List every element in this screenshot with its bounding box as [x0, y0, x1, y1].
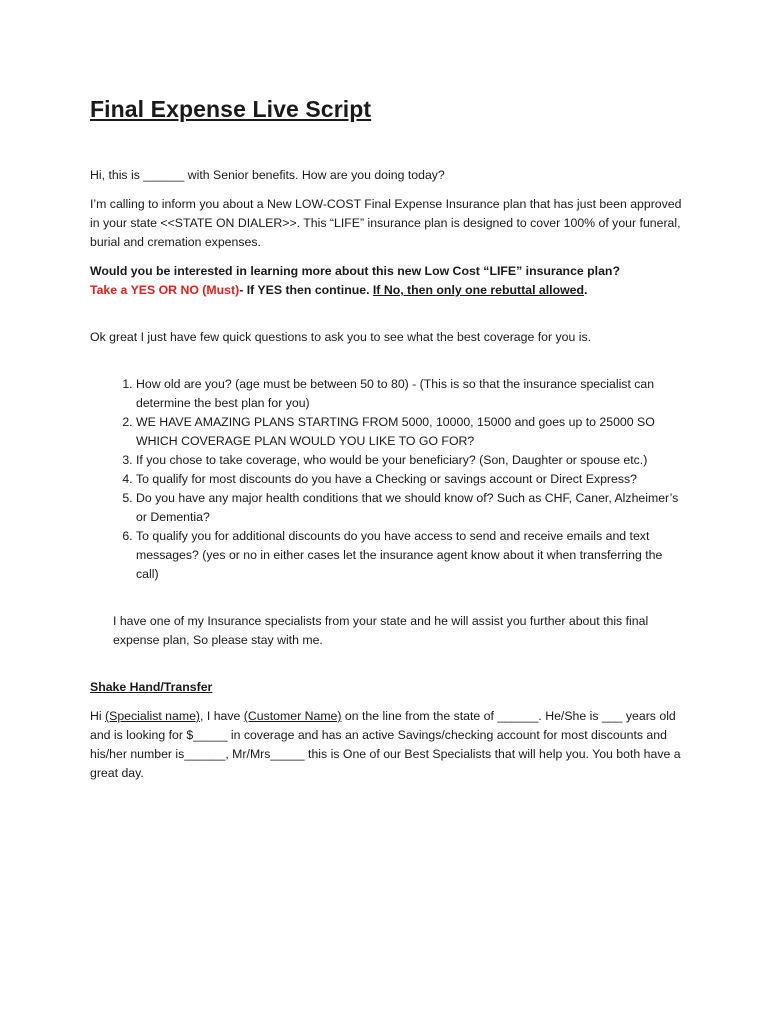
list-item: 3. If you chose to take coverage, who would be your beneficiary? (Son, Daughter or spouse etc.) [136, 451, 682, 470]
document-title: Final Expense Live Script [90, 96, 372, 122]
rebuttal-instruction: If No, then only one rebuttal allowed [372, 283, 584, 297]
list-item: 6. To qualify you for additional discounts do you have access to send and receive emails and text messages? (yes or no in either cases let the insurance agent know about it when transferring the call) [136, 527, 682, 584]
questions-list [90, 375, 682, 584]
assist-paragraph: I have one of my Insurance specialists from your state and he will assist you further about this final expense plan, So please stay with me. [113, 614, 649, 647]
document-page [90, 90, 682, 783]
specialist-name-placeholder: (Specialist name) [105, 709, 201, 723]
list-item: 1. How old are you? (age must be between 50 to 80) - (This is so that the insurance specialist can determine the best plan for you) [136, 375, 682, 413]
rebuttal-period: . [584, 283, 588, 297]
greeting-paragraph: Hi, this is ______ with Senior benefits. How are you doing today? [90, 168, 445, 182]
customer-name-placeholder: (Customer Name) [243, 709, 342, 723]
interest-question [90, 262, 682, 300]
list-item: 4. To qualify for most discounts do you have a Checking or savings account or Direct Express? [136, 470, 682, 489]
shake-hand-heading: Shake Hand/Transfer [90, 680, 213, 694]
interest-question-text: Would you be interested in learning more about this new Low Cost “LIFE” insurance plan? [90, 264, 620, 278]
yes-no-must-instruction: Take a YES OR NO (Must) [90, 283, 240, 297]
transfer-hi: Hi [90, 709, 106, 723]
intro-paragraph: I’m calling to inform you about a New LOW-COST Final Expense Insurance plan that has just been approved in your state <<STATE ON DIALER>>. This “LIFE” insurance plan is designed to cover 100% of your funeral, burial and cremation expenses. [90, 197, 682, 249]
list-item: 2. WE HAVE AMAZING PLANS STARTING FROM 5000, 10000, 15000 and goes up to 25000 SO WHICH COVERAGE PLAN WOULD YOU LIKE TO GO FOR? [136, 413, 682, 451]
transfer-i-have: , I have [200, 709, 244, 723]
transfer-rest: on the line from the state of ______. He/She is ___ years old and is looking for $_____ in coverage and has an active Savings/checking account for most discounts and his/her number is______, Mr/Mrs_____ this is One of our Best Specialists that will help you. You both have a great day. [90, 709, 681, 780]
ok-great-paragraph: Ok great I just have few quick questions to ask you to see what the best coverage for you is. [90, 330, 592, 344]
transfer-paragraph [90, 707, 682, 783]
continue-instruction: - If YES then continue. [239, 283, 373, 297]
list-item: 5. Do you have any major health conditions that we should know of? Such as CHF, Caner, Alzheimer’s or Dementia? [136, 489, 682, 527]
